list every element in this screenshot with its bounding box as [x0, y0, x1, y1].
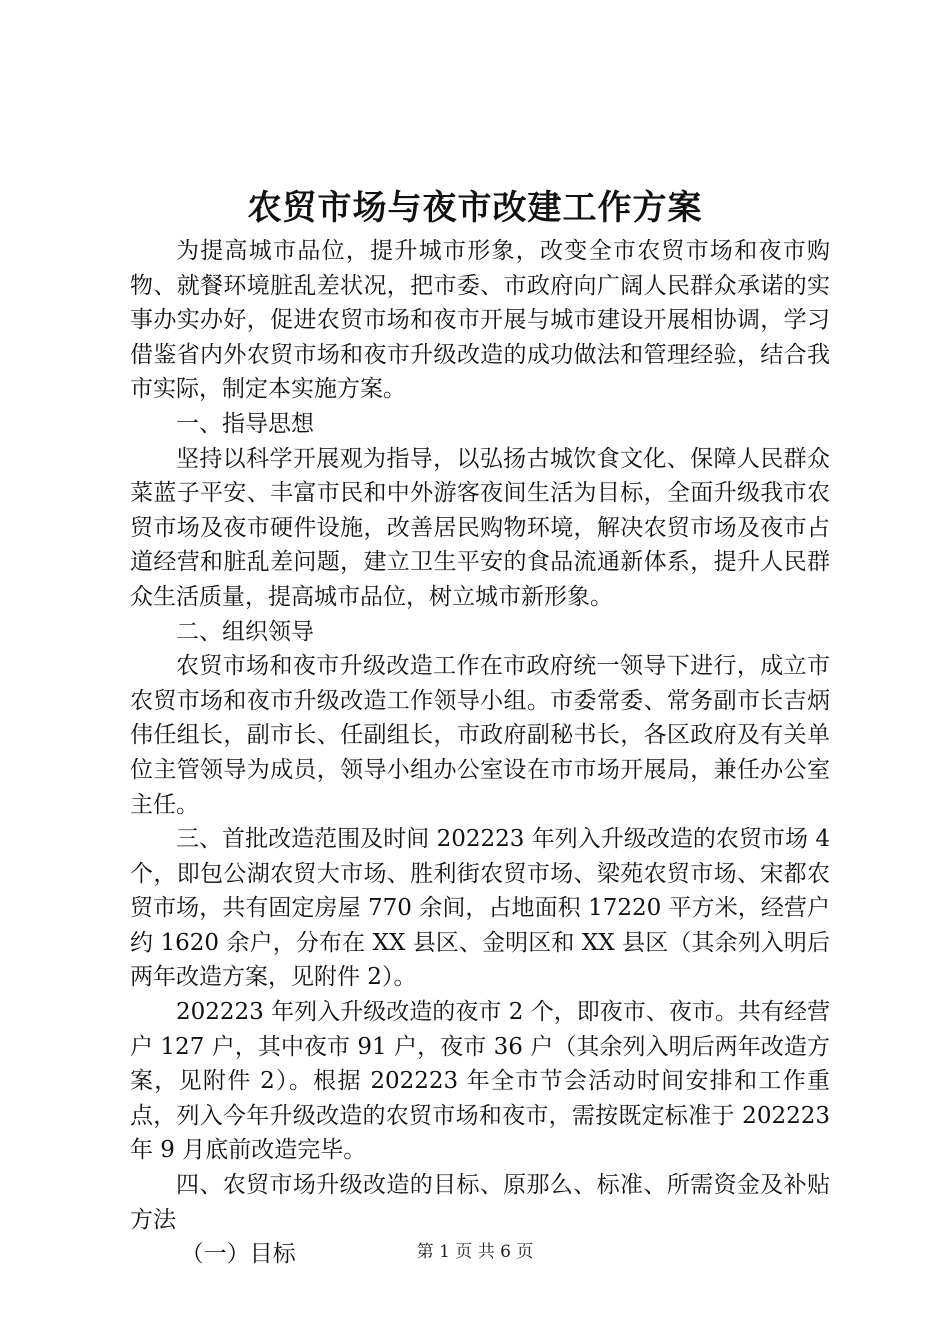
paragraph-intro: 为提高城市品位，提升城市形象，改变全市农贸市场和夜市购物、就餐环境脏乱差状况，把市委、市政府向广阔人民群众承诺的实事办实办好，促进农贸市场和夜市开展与城市建设开展相协调，学习借鉴省内外农贸市场和夜市升级改造的成功做法和管理经验，结合我市实际，制定本实施方案。	[130, 238, 830, 403]
section-heading-organization: 二、组织领导	[176, 618, 314, 645]
document-title: 农贸市场与夜市改建工作方案	[247, 188, 703, 228]
subsection-heading-goals: （一）目标	[180, 1241, 296, 1268]
document-body	[130, 234, 830, 1272]
paragraph-guiding-ideology: 坚持以科学开展观为指导，以弘扬古城饮食文化、保障人民群众菜蓝子平安、丰富市民和中外游客夜间生活为目标，全面升级我市农贸市场及夜市硬件设施，改善居民购物环境，解决农贸市场及夜市占道经营和脏乱差问题，建立卫生平安的食品流通新体系，提升人民群众生活质量，提高城市品位，树立城市新形象。	[130, 445, 830, 610]
page-number-footer: 第 1 页 共 6 页	[416, 1242, 534, 1262]
paragraph-first-batch-scope: 三、首批改造范围及时间 202223 年列入升级改造的农贸市场 4 个，即包公湖农贸大市场、胜利街农贸市场、梁苑农贸市场、宋都农贸市场，共有固定房屋 770 余间，占地面积 17220 平方米，经营户约 1620 余户，分布在 XX 县区、金明区和 XX 县区（其余列入明后两年改造方案，见附件 2）。	[130, 826, 830, 991]
paragraph-organization: 农贸市场和夜市升级改造工作在市政府统一领导下进行，成立市农贸市场和夜市升级改造工作领导小组。市委常委、常务副市长吉炳伟任组长，副市长、任副组长，市政府副秘书长，各区政府及有关单位主管领导为成员，领导小组办公室设在市市场开展局，兼任办公室主任。	[130, 653, 830, 818]
section-heading-guiding-ideology: 一、指导思想	[176, 410, 314, 437]
paragraph-night-market-scope: 202223 年列入升级改造的夜市 2 个，即夜市、夜市。共有经营户 127 户，其中夜市 91 户，夜市 36 户（其余列入明后两年改造方案，见附件 2）。根据 202223 年全市节会活动时间安排和工作重点，列入今年升级改造的农贸市场和夜市，需按既定标准于 202223 年 9 月底前改造完毕。	[130, 999, 830, 1164]
section-heading-targets-standards: 四、农贸市场升级改造的目标、原那么、标准、所需资金及补贴方法	[130, 1172, 830, 1233]
